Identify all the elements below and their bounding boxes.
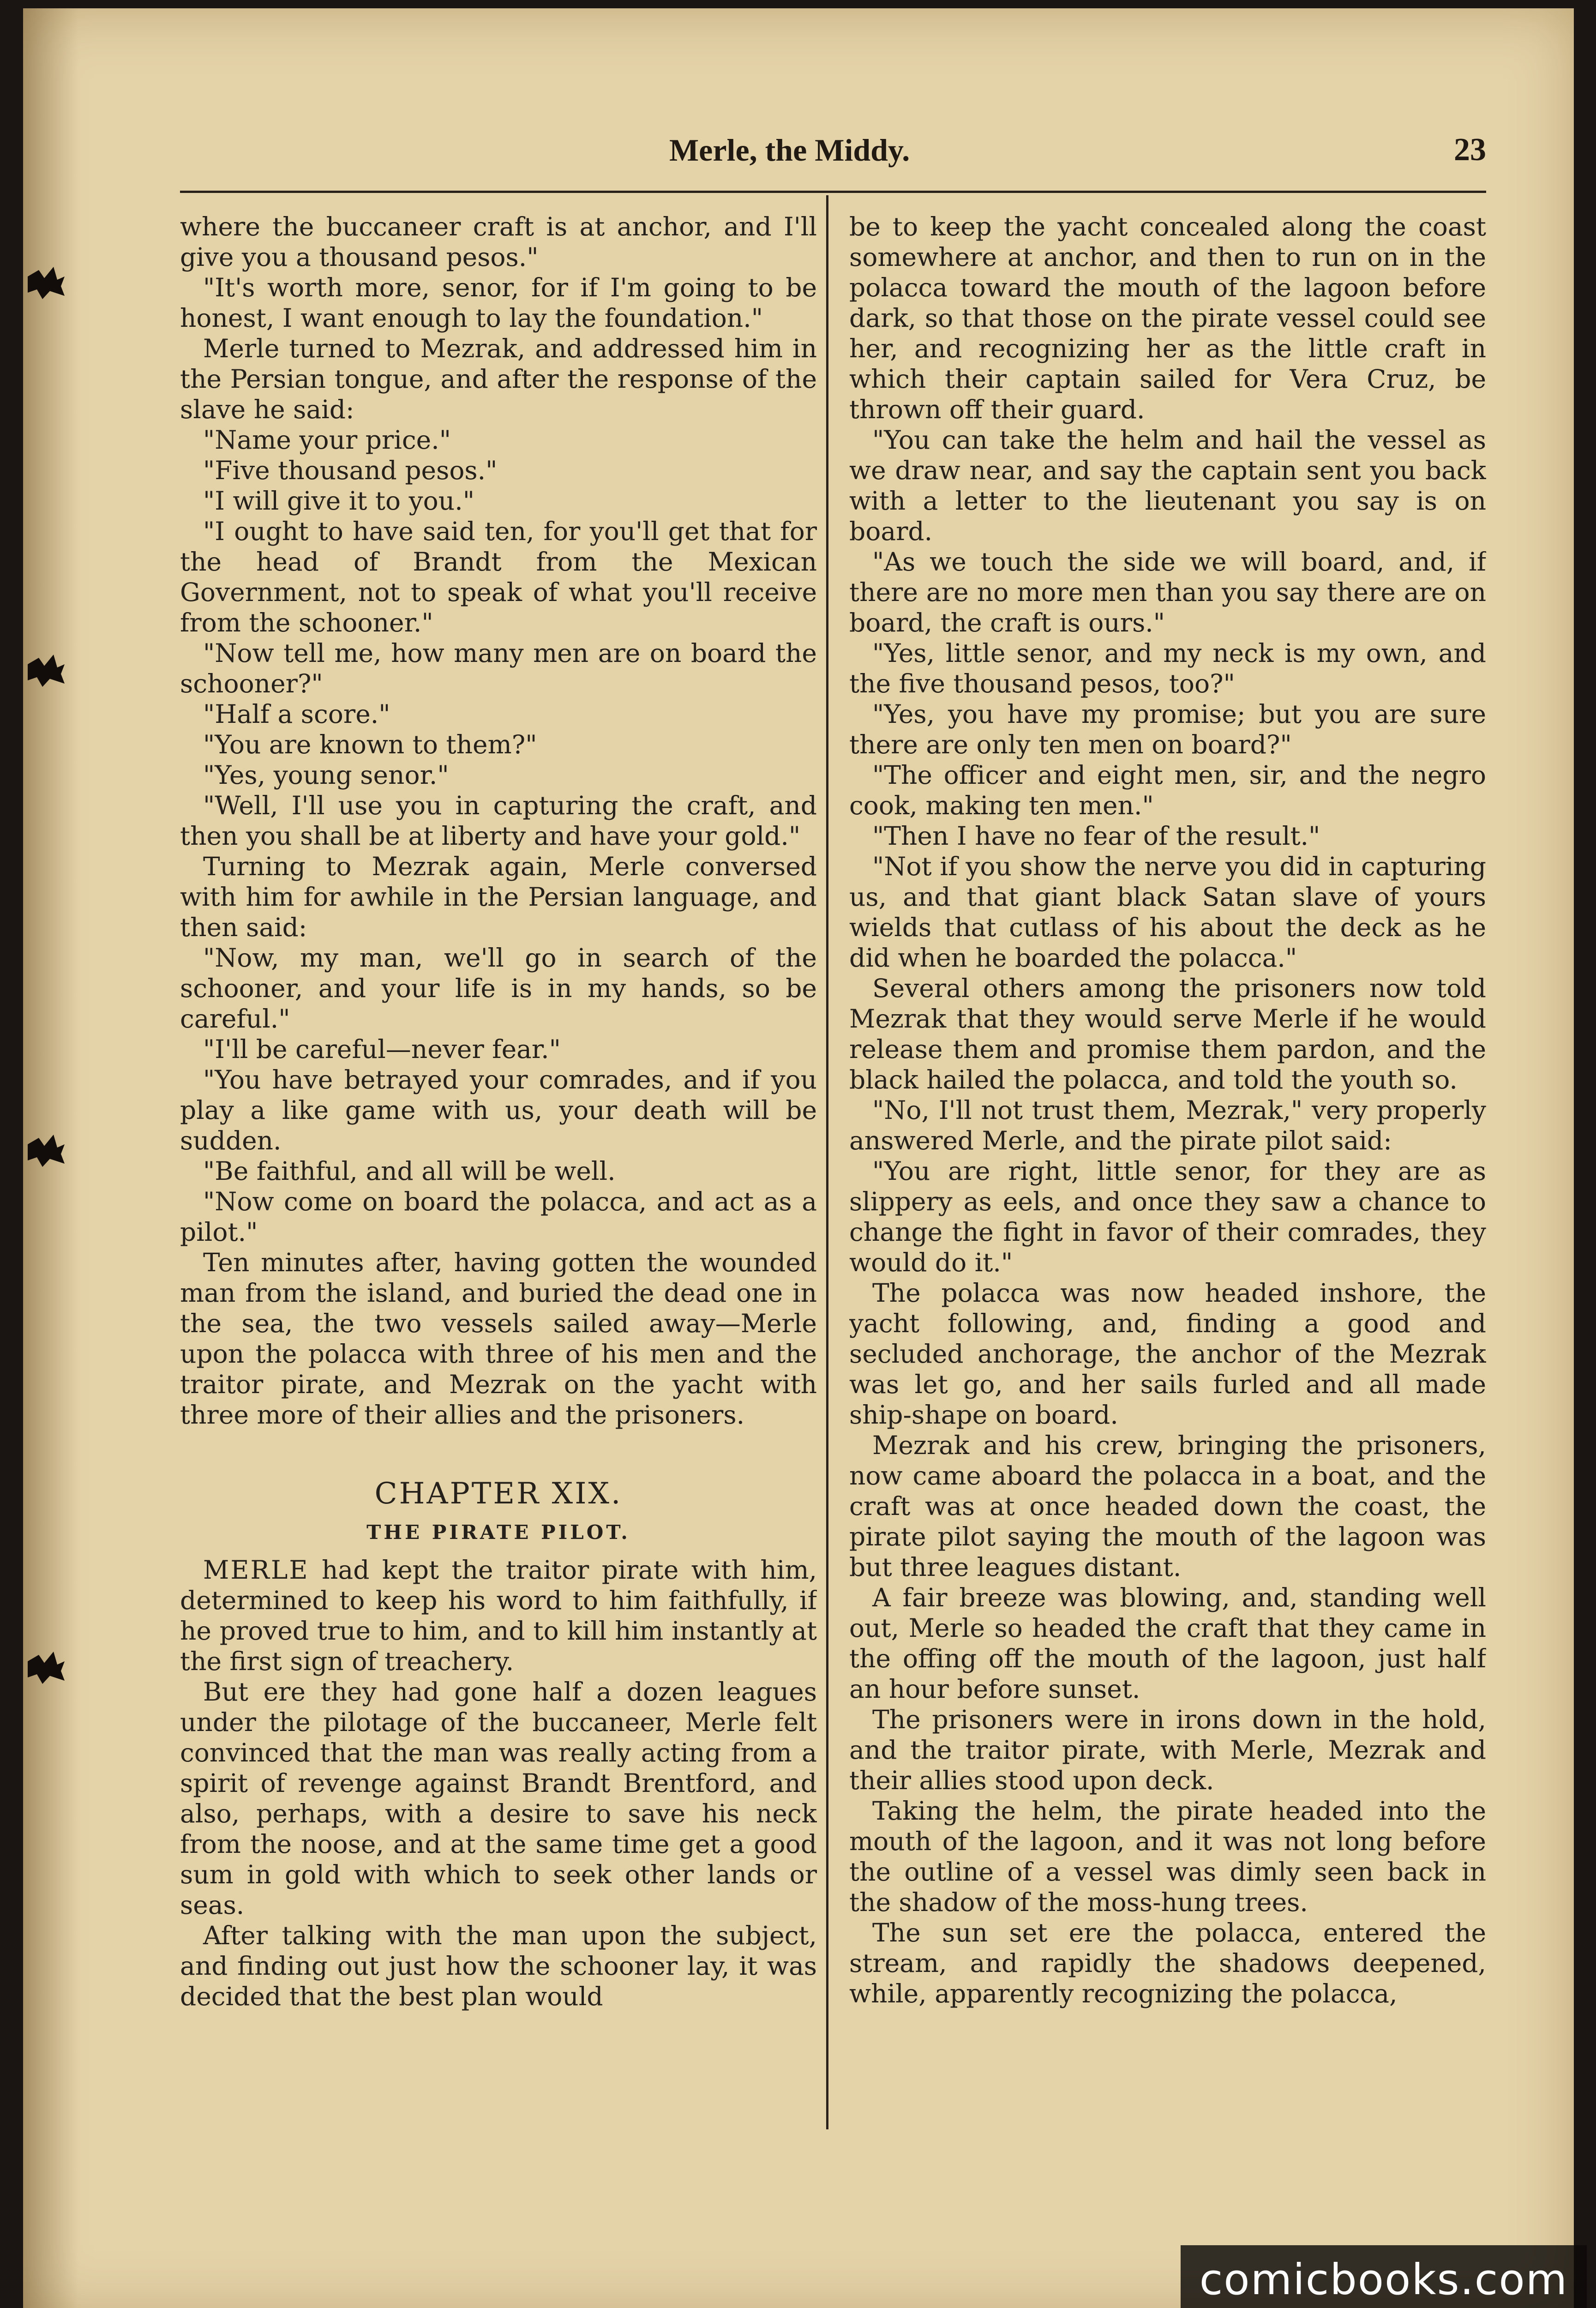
paragraph: "Name your price." xyxy=(203,425,451,455)
paragraph-text: had kept the traitor pirate with him, determined to keep his word to him faithfully, if he proved true to him, and to kill him instantly at the first sign of treachery. xyxy=(180,1555,817,1676)
paragraph: A fair breeze was blowing, and, standing well out, Merle so headed the craft that they came in the offing off the mouth of the lagoon, just half an hour before sunset. xyxy=(849,1583,1486,1704)
magazine-page xyxy=(23,8,1574,2308)
paragraph: "Now come on board the polacca, and act as a pilot." xyxy=(180,1187,817,1247)
paragraph: Several others among the prisoners now told Mezrak that they would serve Merle if he would release them and promise them pardon, and the black hailed the polacca, and told the youth so. xyxy=(849,974,1486,1094)
paragraph: "Yes, you have my promise; but you are sure there are only ten men on board?" xyxy=(849,699,1486,759)
paragraph: "I'll be careful—never fear." xyxy=(203,1034,561,1064)
paragraph: Merle turned to Mezrak, and addressed him in the Persian tongue, and after the response of the slave he said: xyxy=(180,334,817,424)
paragraph: "Yes, young senor." xyxy=(203,760,449,790)
left-column xyxy=(180,211,817,2141)
paragraph: "The officer and eight men, sir, and the negro cook, making ten men." xyxy=(849,760,1486,820)
paragraph: "I ought to have said ten, for you'll get that for the head of Brandt from the Mexican Government, not to speak of what you'll receive from the schooner." xyxy=(180,517,817,637)
paragraph: The prisoners were in irons down in the hold, and the traitor pirate, with Merle, Mezrak and their allies stood upon deck. xyxy=(849,1705,1486,1795)
page-header xyxy=(180,129,1486,171)
paragraph: "You are right, little senor, for they are as slippery as eels, and once they saw a chance to change the fight in favor of their comrades, they would do it." xyxy=(849,1156,1486,1277)
paragraph: "As we touch the side we will board, and, if there are no more men than you say there are on board, the craft is ours." xyxy=(849,547,1486,637)
paragraph xyxy=(180,1555,817,1677)
paragraph: But ere they had gone half a dozen leagues under the pilotage of the buccaneer, Merle felt convinced that the man was really acting from a spirit of revenge against Brandt Brentford, and also, perhaps, with a desire to save his neck from the noose, and at the same time get a good sum in gold with which to seek other lands or seas. xyxy=(180,1677,817,1920)
paragraph: be to keep the yacht concealed along the coast somewhere at anchor, and then to run on in the polacca toward the mouth of the lagoon before dark, so that those on the pirate vessel could see her, and recognizing her as the little craft in which their captain sailed for Vera Cruz, be thrown off their guard. xyxy=(849,212,1486,424)
paragraph: "No, I'll not trust them, Mezrak," very properly answered Merle, and the pirate pilot said: xyxy=(849,1095,1486,1155)
paragraph: where the buccaneer craft is at anchor, and I'll give you a thousand pesos." xyxy=(180,212,817,272)
paragraph: "Half a score." xyxy=(203,699,390,729)
paragraph: "It's worth more, senor, for if I'm going to be honest, I want enough to lay the foundation." xyxy=(180,273,817,333)
site-watermark: comicbooks.com xyxy=(1181,2245,1587,2308)
header-rule xyxy=(180,191,1486,193)
paragraph: Taking the helm, the pirate headed into the mouth of the lagoon, and it was not long before the outline of a vessel was dimly seen back in the shadow of the moss-hung trees. xyxy=(849,1796,1486,1917)
paragraph: "Yes, little senor, and my neck is my own, and the five thousand pesos, too?" xyxy=(849,638,1486,698)
paragraph: The polacca was now headed inshore, the yacht following, and, finding a good and secluded anchorage, the anchor of the Mezrak was let go, and her sails furled and all made ship-shape on board. xyxy=(849,1278,1486,1430)
paragraph: "Be faithful, and all will be well. xyxy=(203,1156,616,1186)
paragraph: "Now tell me, how many men are on board the schooner?" xyxy=(180,638,817,698)
right-column xyxy=(849,211,1486,2141)
paragraph: After talking with the man upon the subject, and finding out just how the schooner lay, it was decided that the best plan would xyxy=(180,1921,817,2011)
paragraph: "Now, my man, we'll go in search of the schooner, and your life is in my hands, so be careful." xyxy=(180,943,817,1034)
paragraph: Mezrak and his crew, bringing the prisoners, now came aboard the polacca in a boat, and the craft was at once headed down the coast, the pirate pilot saying the mouth of the lagoon was but three leagues distant. xyxy=(849,1430,1486,1582)
paragraph: "Well, I'll use you in capturing the craft, and then you shall be at liberty and have your gold." xyxy=(180,791,817,851)
chapter-subtitle: THE PIRATE PILOT. xyxy=(366,1521,630,1544)
paragraph: "Not if you show the nerve you did in capturing us, and that giant black Satan slave of yours wields that cutlass of his about the deck as he did when he boarded the polacca." xyxy=(849,852,1486,973)
paragraph: "You are known to them?" xyxy=(203,730,537,759)
paragraph: "You have betrayed your comrades, and if you play a like game with us, your death will be sudden. xyxy=(180,1065,817,1155)
chapter-heading: CHAPTER XIX. xyxy=(374,1477,623,1511)
page-number: 23 xyxy=(1454,132,1486,168)
paragraph: "Five thousand pesos." xyxy=(203,456,498,485)
paragraph: "You can take the helm and hail the vessel as we draw near, and say the captain sent you back with a letter to the lieutenant you say is on board. xyxy=(849,425,1486,546)
paragraph: "I will give it to you." xyxy=(203,486,475,516)
running-title: Merle, the Middy. xyxy=(669,132,910,168)
paragraph: "Then I have no fear of the result." xyxy=(872,821,1320,851)
paragraph: Turning to Mezrak again, Merle conversed with him for awhile in the Persian language, and then said: xyxy=(180,852,817,942)
drop-word: MERLE xyxy=(203,1555,309,1585)
column-divider xyxy=(826,195,828,2129)
paragraph: The sun set ere the polacca, entered the stream, and rapidly the shadows deepened, while, apparently recognizing the polacca, xyxy=(849,1918,1486,2008)
paragraph: Ten minutes after, having gotten the wounded man from the island, and buried the dead one in the sea, the two vessels sailed away—Merle upon the polacca with three of his men and the traitor pirate, and Mezrak on the yacht with three more of their allies and the prisoners. xyxy=(180,1248,817,1430)
